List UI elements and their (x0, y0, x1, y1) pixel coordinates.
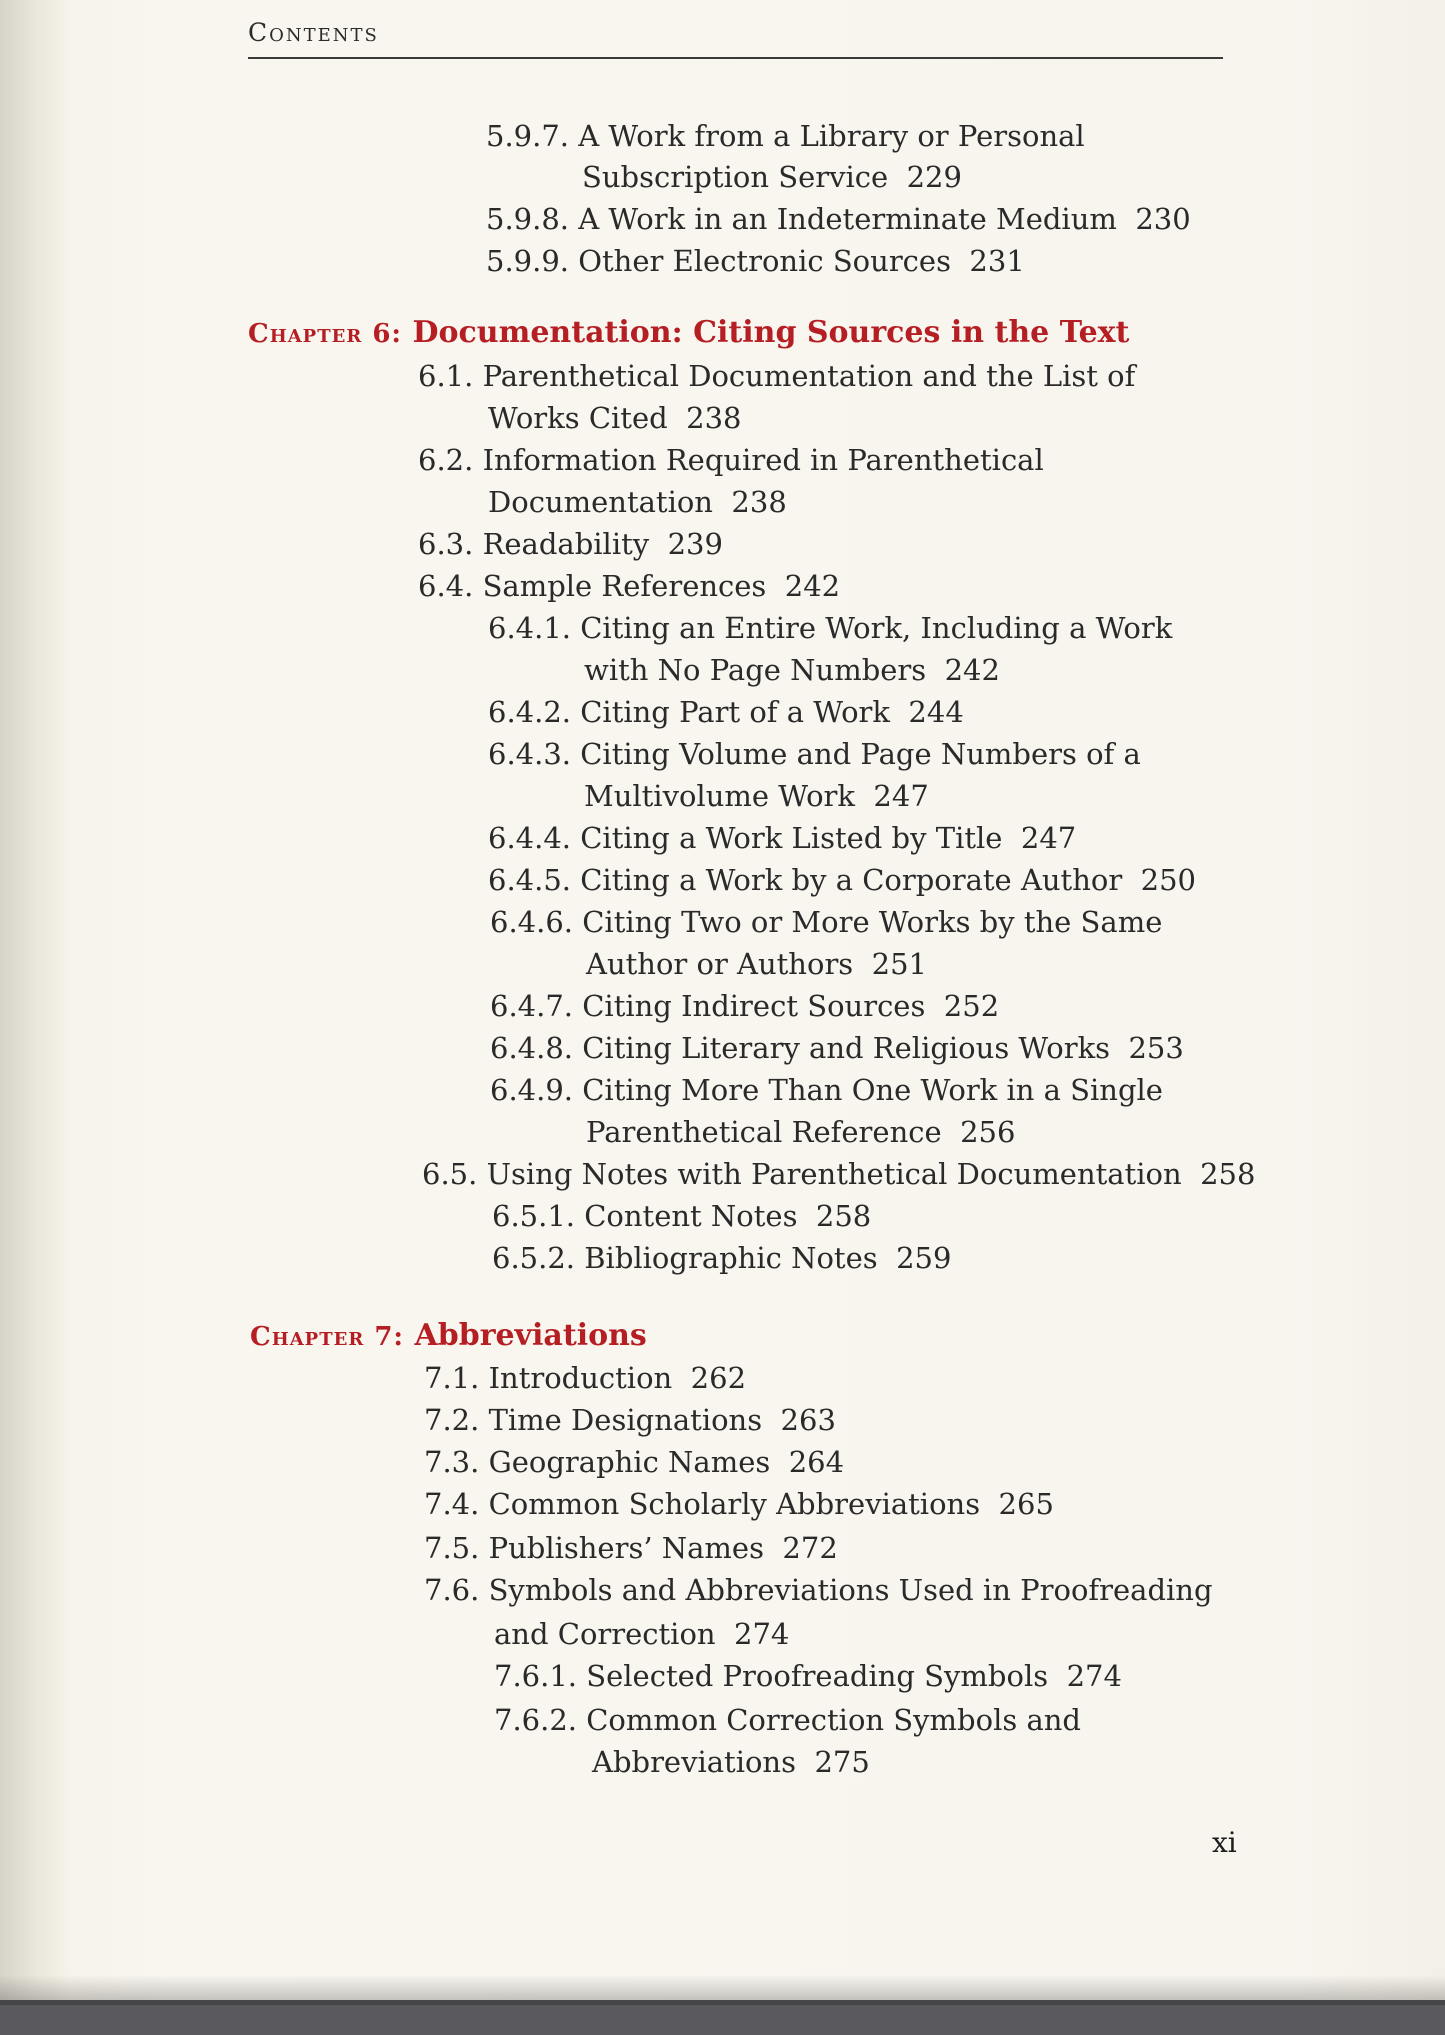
toc-entry: 6.4.2. Citing Part of a Work 244 (488, 695, 964, 729)
page-number: 274 (1066, 1659, 1122, 1693)
toc-entry: 6.1. Parenthetical Documentation and the List of (418, 359, 1136, 393)
page-number: 242 (944, 653, 1000, 687)
page-number: 275 (814, 1745, 870, 1779)
page-number: 258 (815, 1199, 872, 1233)
toc-entry: 6.5.2. Bibliographic Notes 259 (492, 1241, 952, 1275)
toc-entry: 7.6. Symbols and Abbreviations Used in Proofreading (424, 1573, 1213, 1607)
toc-entry: 5.9.8. A Work in an Indeterminate Medium 230 (486, 202, 1191, 236)
page-number: 231 (969, 244, 1025, 278)
page-number: 259 (896, 1241, 952, 1275)
chapter-6-heading: Chapter 6: Documentation: Citing Sources in the Text (248, 315, 1130, 350)
toc-entry: 6.4. Sample References 242 (418, 569, 841, 603)
chapter-7-heading: Chapter 7: Abbreviations (250, 1318, 647, 1353)
toc-entry: 7.6.1. Selected Proofreading Symbols 274 (494, 1659, 1122, 1693)
toc-entry: 6.4.7. Citing Indirect Sources 252 (490, 989, 1000, 1023)
toc-entry-cont: and Correction 274 (494, 1617, 790, 1651)
page-number: 239 (667, 527, 723, 561)
toc-entry: 7.5. Publishers’ Names 272 (424, 1531, 838, 1565)
toc-entry: 6.2. Information Required in Parenthetical (418, 443, 1044, 477)
page-number: 274 (734, 1617, 790, 1651)
toc-entry: 7.6.2. Common Correction Symbols and (494, 1703, 1081, 1737)
toc-entry-cont: with No Page Numbers 242 (584, 653, 1000, 687)
toc-entry-cont: Author or Authors 251 (586, 947, 927, 981)
toc-entry-cont: Works Cited 238 (488, 401, 742, 435)
page-number: 238 (686, 401, 742, 435)
toc-entry-cont: Parenthetical Reference 256 (586, 1115, 1016, 1149)
header-rule (248, 57, 1223, 59)
page-gutter-shadow (0, 0, 70, 2000)
toc-entry: 6.5. Using Notes with Parenthetical Documentation 258 (422, 1157, 1256, 1191)
page-number: 230 (1135, 202, 1191, 236)
toc-entry: 6.4.1. Citing an Entire Work, Including a Work (488, 611, 1173, 645)
toc-entry: 7.4. Common Scholarly Abbreviations 265 (424, 1487, 1054, 1521)
toc-entry-cont: Abbreviations 275 (592, 1745, 870, 1779)
page-number: 256 (960, 1115, 1016, 1149)
page-number: 264 (788, 1445, 845, 1479)
toc-entry: 5.9.9. Other Electronic Sources 231 (486, 244, 1025, 278)
running-head: Contents (248, 18, 379, 47)
page-number: 263 (780, 1403, 836, 1437)
page-number: 238 (731, 485, 787, 519)
toc-entry-cont: Subscription Service 229 (582, 160, 962, 194)
toc-entry: 6.5.1. Content Notes 258 (492, 1199, 872, 1233)
toc-entry: 6.4.5. Citing a Work by a Corporate Author 250 (488, 863, 1197, 897)
page-number: 272 (782, 1531, 838, 1565)
toc-entry: 6.4.4. Citing a Work Listed by Title 247 (488, 821, 1077, 855)
toc-entry: 7.3. Geographic Names 264 (424, 1445, 845, 1479)
page-number: 250 (1140, 863, 1197, 897)
toc-entry: 7.1. Introduction 262 (424, 1361, 747, 1395)
toc-entry-cont: Multivolume Work 247 (584, 779, 929, 813)
page-number: 262 (690, 1361, 747, 1395)
toc-entry: 5.9.7. A Work from a Library or Personal (486, 119, 1085, 153)
page-number: 247 (1020, 821, 1077, 855)
toc-entry: 7.2. Time Designations 263 (424, 1403, 836, 1437)
toc-entry-cont: Documentation 238 (488, 485, 787, 519)
page-bottom-shadow (0, 1975, 1445, 2005)
page-number: 253 (1128, 1031, 1184, 1065)
toc-entry: 6.4.6. Citing Two or More Works by the Same (490, 905, 1163, 939)
page-number: 242 (784, 569, 841, 603)
page-number: 258 (1200, 1157, 1256, 1191)
toc-entry: 6.4.8. Citing Literary and Religious Works 253 (490, 1031, 1184, 1065)
toc-entry: 6.4.9. Citing More Than One Work in a Single (490, 1073, 1163, 1107)
page-number: 265 (998, 1487, 1054, 1521)
page-number: 229 (906, 160, 962, 194)
page-number: 244 (908, 695, 964, 729)
page-number: 247 (873, 779, 929, 813)
page-number: 252 (943, 989, 1000, 1023)
page-number: 251 (871, 947, 927, 981)
toc-entry: 6.4.3. Citing Volume and Page Numbers of a (488, 737, 1141, 771)
toc-entry: 6.3. Readability 239 (418, 527, 723, 561)
page-folio: xi (1212, 1826, 1237, 1859)
